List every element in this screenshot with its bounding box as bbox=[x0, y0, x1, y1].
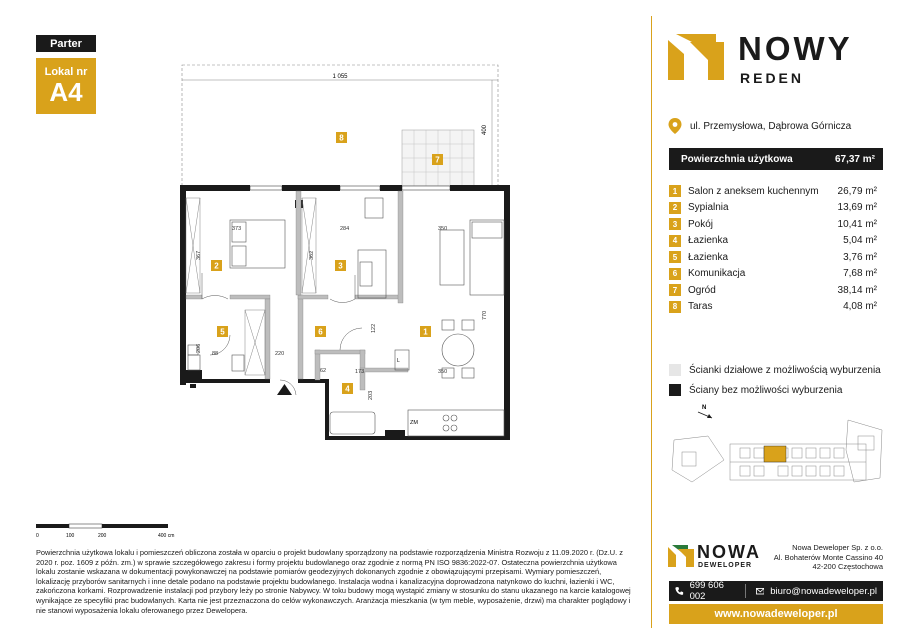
rooms-list bbox=[669, 183, 883, 315]
scale-bar bbox=[36, 522, 186, 544]
dim-367: 367 bbox=[196, 250, 202, 260]
unit-badge bbox=[36, 58, 96, 114]
legend-swatch-dark bbox=[669, 384, 681, 396]
dim-770: 770 bbox=[482, 310, 488, 320]
unit-highlight bbox=[764, 446, 786, 462]
room-name: Łazienka bbox=[688, 251, 729, 263]
contact-separator bbox=[745, 584, 746, 598]
disclaimer-text: Powierzchnia użytkowa lokalu i pomieszczeń obliczona została w oparciu o projekt budowlany sporządzony na podstawie rozporządzenia Ministra Rozwoju z 11.09.2020 r. (Dz.U. z 2020 r. poz. 1609 z późn. zm.) w sprawie szczegółowego zakresu i formy projektu budowlanego oraz zgodnie z normą PN ISO 9836:2022-07. Ostateczna powierzchnia użytkowa lokalu zostanie wskazana w dokumentacji powykonawczej na podstawie pomiarów geodezyjnych dokonanych zgodnie z obowiązującymi przepisami. Wymiary pomieszczeń, lokalizację przyborów sanitarnych i inne detale podano na podstawie projektu budowlanego. Instalacja wodna i kanalizacyjna doprowadzona natynkowo do kuchni, łazienki i WC, zakończona korkami. Rozprowadzenie instalacji pod przybory leży po stronie Nabywcy. W toku budowy mogą wystąpić zmiany w stosunku do stanu ukazanego na karcie katalogowej wynikające ze specyfiki prac budowlanych. Karta nie jest przeznaczona do celów wykonawczych. Aranżacja mieszkania (w tym meble, wyposażenie, drzwi) ma charakter poglądowy i nie stanowi wyposażenia lokalu oferowanego przez Dewelopera. bbox=[36, 548, 631, 615]
list-item bbox=[669, 216, 883, 233]
vertical-divider bbox=[651, 16, 652, 628]
dim-173: 173 bbox=[355, 369, 365, 375]
scale-tick-200: 200 bbox=[98, 533, 107, 539]
fridge-label: ZM bbox=[410, 420, 418, 426]
phone-link[interactable]: 699 606 002 bbox=[689, 580, 724, 602]
dim-284: 284 bbox=[340, 226, 350, 232]
legend-label-structural: Ściany bez możliwości wyburzenia bbox=[689, 384, 843, 396]
room-number: 2 bbox=[669, 202, 681, 214]
dim-206: 206 bbox=[196, 343, 202, 353]
room-number: 4 bbox=[669, 235, 681, 247]
room-tag-8: 8 bbox=[339, 133, 344, 143]
room-area: 13,69 m² bbox=[837, 202, 877, 214]
room-name: Ogród bbox=[688, 284, 716, 296]
floor-label: Parter bbox=[50, 37, 82, 50]
dim-garden-depth: 400 bbox=[482, 124, 488, 136]
dim-350-top: 350 bbox=[438, 226, 448, 232]
list-item bbox=[669, 233, 883, 250]
room-area: 5,04 m² bbox=[843, 235, 877, 247]
room-number: 6 bbox=[669, 268, 681, 280]
room-name: Salon z aneksem kuchennym bbox=[688, 185, 819, 197]
list-item bbox=[669, 299, 883, 316]
usable-area-header bbox=[669, 148, 883, 170]
address-text: ul. Przemysłowa, Dąbrowa Górnicza bbox=[690, 120, 852, 132]
contact-bar bbox=[669, 581, 883, 601]
room-area: 4,08 m² bbox=[843, 301, 877, 313]
room-tag-3: 3 bbox=[338, 261, 343, 271]
list-item bbox=[669, 266, 883, 283]
dim-220: 220 bbox=[275, 351, 285, 357]
room-area: 38,14 m² bbox=[837, 284, 877, 296]
developer-sub: DEWELOPER bbox=[698, 562, 753, 569]
dim-garden-width: 1 055 bbox=[332, 74, 348, 80]
address-row bbox=[668, 118, 851, 134]
room-name: Komunikacja bbox=[688, 268, 746, 280]
usable-area-label: Powierzchnia użytkowa bbox=[681, 153, 793, 165]
room-area: 3,76 m² bbox=[843, 251, 877, 263]
room-number: 3 bbox=[669, 218, 681, 230]
fridge-l-label: L bbox=[397, 358, 400, 364]
room-tag-5: 5 bbox=[220, 327, 225, 337]
room-area: 7,68 m² bbox=[843, 268, 877, 280]
dim-203: 203 bbox=[368, 390, 374, 400]
legend-item-partition bbox=[669, 360, 881, 380]
nowy-reden-logo bbox=[668, 32, 738, 92]
room-number: 8 bbox=[669, 301, 681, 313]
wall-legend bbox=[669, 360, 881, 400]
room-name: Łazienka bbox=[688, 235, 729, 247]
room-name: Pokój bbox=[688, 218, 714, 230]
dim-88: 88 bbox=[212, 351, 219, 357]
scale-tick-100: 100 bbox=[66, 533, 75, 539]
floor-badge bbox=[36, 35, 96, 52]
unit-number: A4 bbox=[49, 77, 83, 107]
website-link[interactable] bbox=[669, 604, 883, 624]
room-tag-2: 2 bbox=[214, 261, 219, 271]
brand-sub: REDEN bbox=[740, 70, 805, 86]
company-line-2: Al. Bohaterów Monte Cassino 40 bbox=[773, 552, 883, 562]
room-area: 26,79 m² bbox=[837, 185, 877, 197]
usable-area-value: 67,37 m² bbox=[834, 153, 875, 165]
site-plan bbox=[668, 400, 888, 495]
brand-name: NOWY bbox=[738, 30, 853, 67]
nowa-deweloper-logo bbox=[668, 543, 694, 569]
room-area: 10,41 m² bbox=[837, 218, 877, 230]
dim-373: 373 bbox=[232, 226, 242, 232]
room-tag-1: 1 bbox=[423, 327, 428, 337]
floor-plan bbox=[170, 50, 510, 445]
location-pin-icon bbox=[668, 118, 682, 134]
entrance-marker bbox=[277, 384, 292, 395]
dim-62: 62 bbox=[320, 368, 327, 374]
legend-swatch-light bbox=[669, 364, 681, 376]
room-tag-4: 4 bbox=[345, 384, 350, 394]
scale-tick-400: 400 cm bbox=[158, 533, 175, 539]
scale-tick-0: 0 bbox=[36, 533, 39, 539]
list-item bbox=[669, 249, 883, 266]
legend-label-partition: Ścianki działowe z możliwością wyburzenia bbox=[689, 364, 881, 376]
website-text[interactable]: www.nowadeweloper.pl bbox=[714, 608, 838, 620]
company-line-3: 42-200 Częstochowa bbox=[812, 562, 883, 571]
unit-label: Lokal nr bbox=[44, 66, 88, 78]
room-number: 5 bbox=[669, 251, 681, 263]
legend-item-structural bbox=[669, 380, 881, 400]
room-tag-7: 7 bbox=[435, 155, 440, 165]
room-name: Sypialnia bbox=[688, 202, 729, 214]
dim-350-bottom: 350 bbox=[438, 369, 448, 375]
company-line-1: Nowa Deweloper Sp. z o.o. bbox=[792, 543, 883, 552]
room-number: 1 bbox=[669, 185, 681, 197]
list-item bbox=[669, 183, 883, 200]
room-tag-6: 6 bbox=[318, 327, 323, 337]
compass-label: N bbox=[702, 405, 707, 411]
developer-name: NOWA bbox=[697, 542, 761, 562]
room-number: 7 bbox=[669, 284, 681, 296]
email-link[interactable]: biuro@nowadeweloper.pl bbox=[770, 585, 878, 597]
walls-structural bbox=[180, 185, 510, 440]
room-name: Taras bbox=[688, 301, 713, 313]
mail-icon bbox=[756, 586, 765, 596]
list-item bbox=[669, 282, 883, 299]
company-address bbox=[774, 543, 883, 572]
walls-partition bbox=[186, 191, 408, 390]
dim-122: 122 bbox=[371, 323, 377, 333]
list-item bbox=[669, 200, 883, 217]
phone-icon bbox=[675, 586, 684, 596]
dim-362: 362 bbox=[309, 250, 315, 260]
